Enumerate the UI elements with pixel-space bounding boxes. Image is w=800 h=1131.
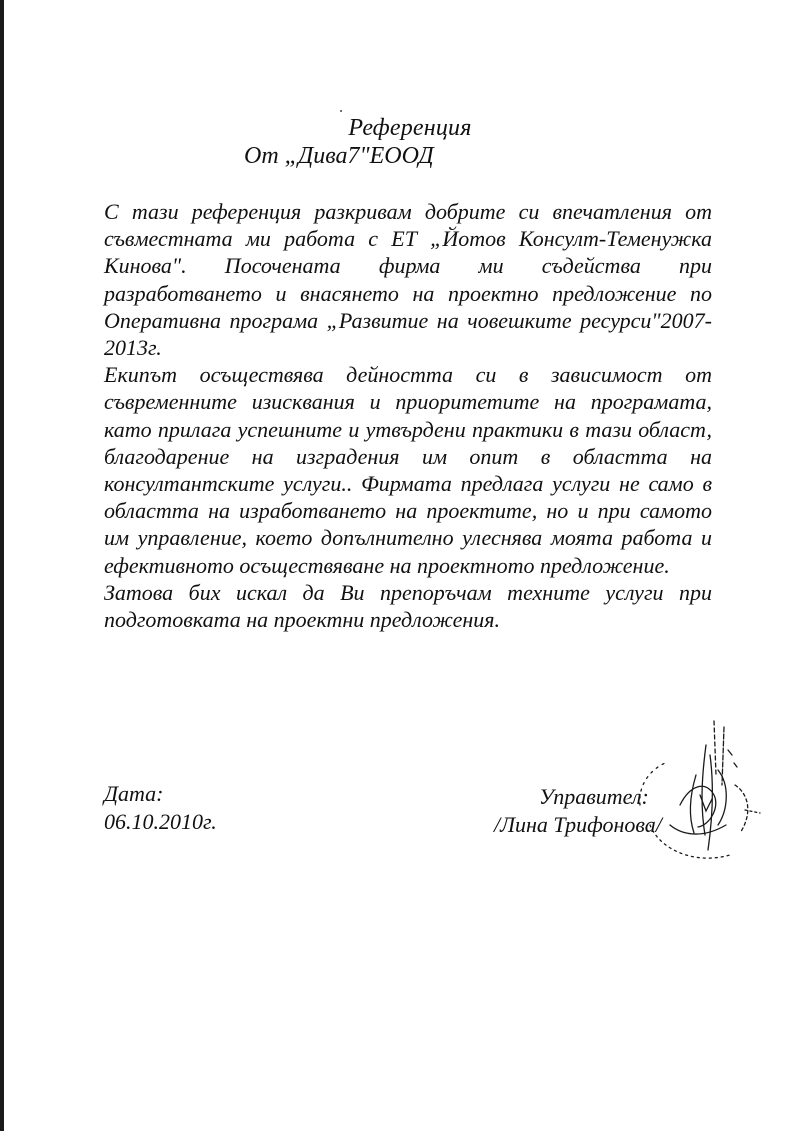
date-value: 06.10.2010г. [104, 809, 217, 834]
document-body [104, 198, 712, 633]
document-title: Референция [348, 115, 472, 141]
body-paragraph-3: Затова бих искал да Ви препоръчам техните услуги при подготовката на проектни предложения. [104, 579, 712, 633]
body-paragraph-2: Екипът осъществява дейността си в зависимост от съвременните изисквания и приоритетите на програмата, като прилага успешните и утвърдени практики в тази област, благодарение на изградения им опит в областта на консултантските услуги.. Фирмата предлага услуги не само в областта на изработването на проектите, но и при самото им управление, което допълнително улеснява моята работа и ефективното осъществяване на проектното предложение. [104, 362, 712, 578]
manager-title: Управител: [539, 784, 649, 809]
document-subtitle: От „Дива7"ЕООД [244, 143, 434, 169]
body-paragraph-1: С тази референция разкривам добрите си впечатления от съвместната ми работа с ЕТ „Йотов Консулт-Теменужка Кинова". Посочената фирма ми съдейства при разработването и внасянето на проектно предложение по Оперативна програма „Развитие на човешките ресурси"2007-2013г. [104, 199, 712, 361]
scan-speck [340, 110, 342, 112]
handwritten-signature [610, 715, 770, 875]
date-label: Дата: [104, 781, 164, 806]
scan-edge [0, 0, 4, 1131]
manager-name: /Лина Трифонова/ [494, 812, 662, 837]
